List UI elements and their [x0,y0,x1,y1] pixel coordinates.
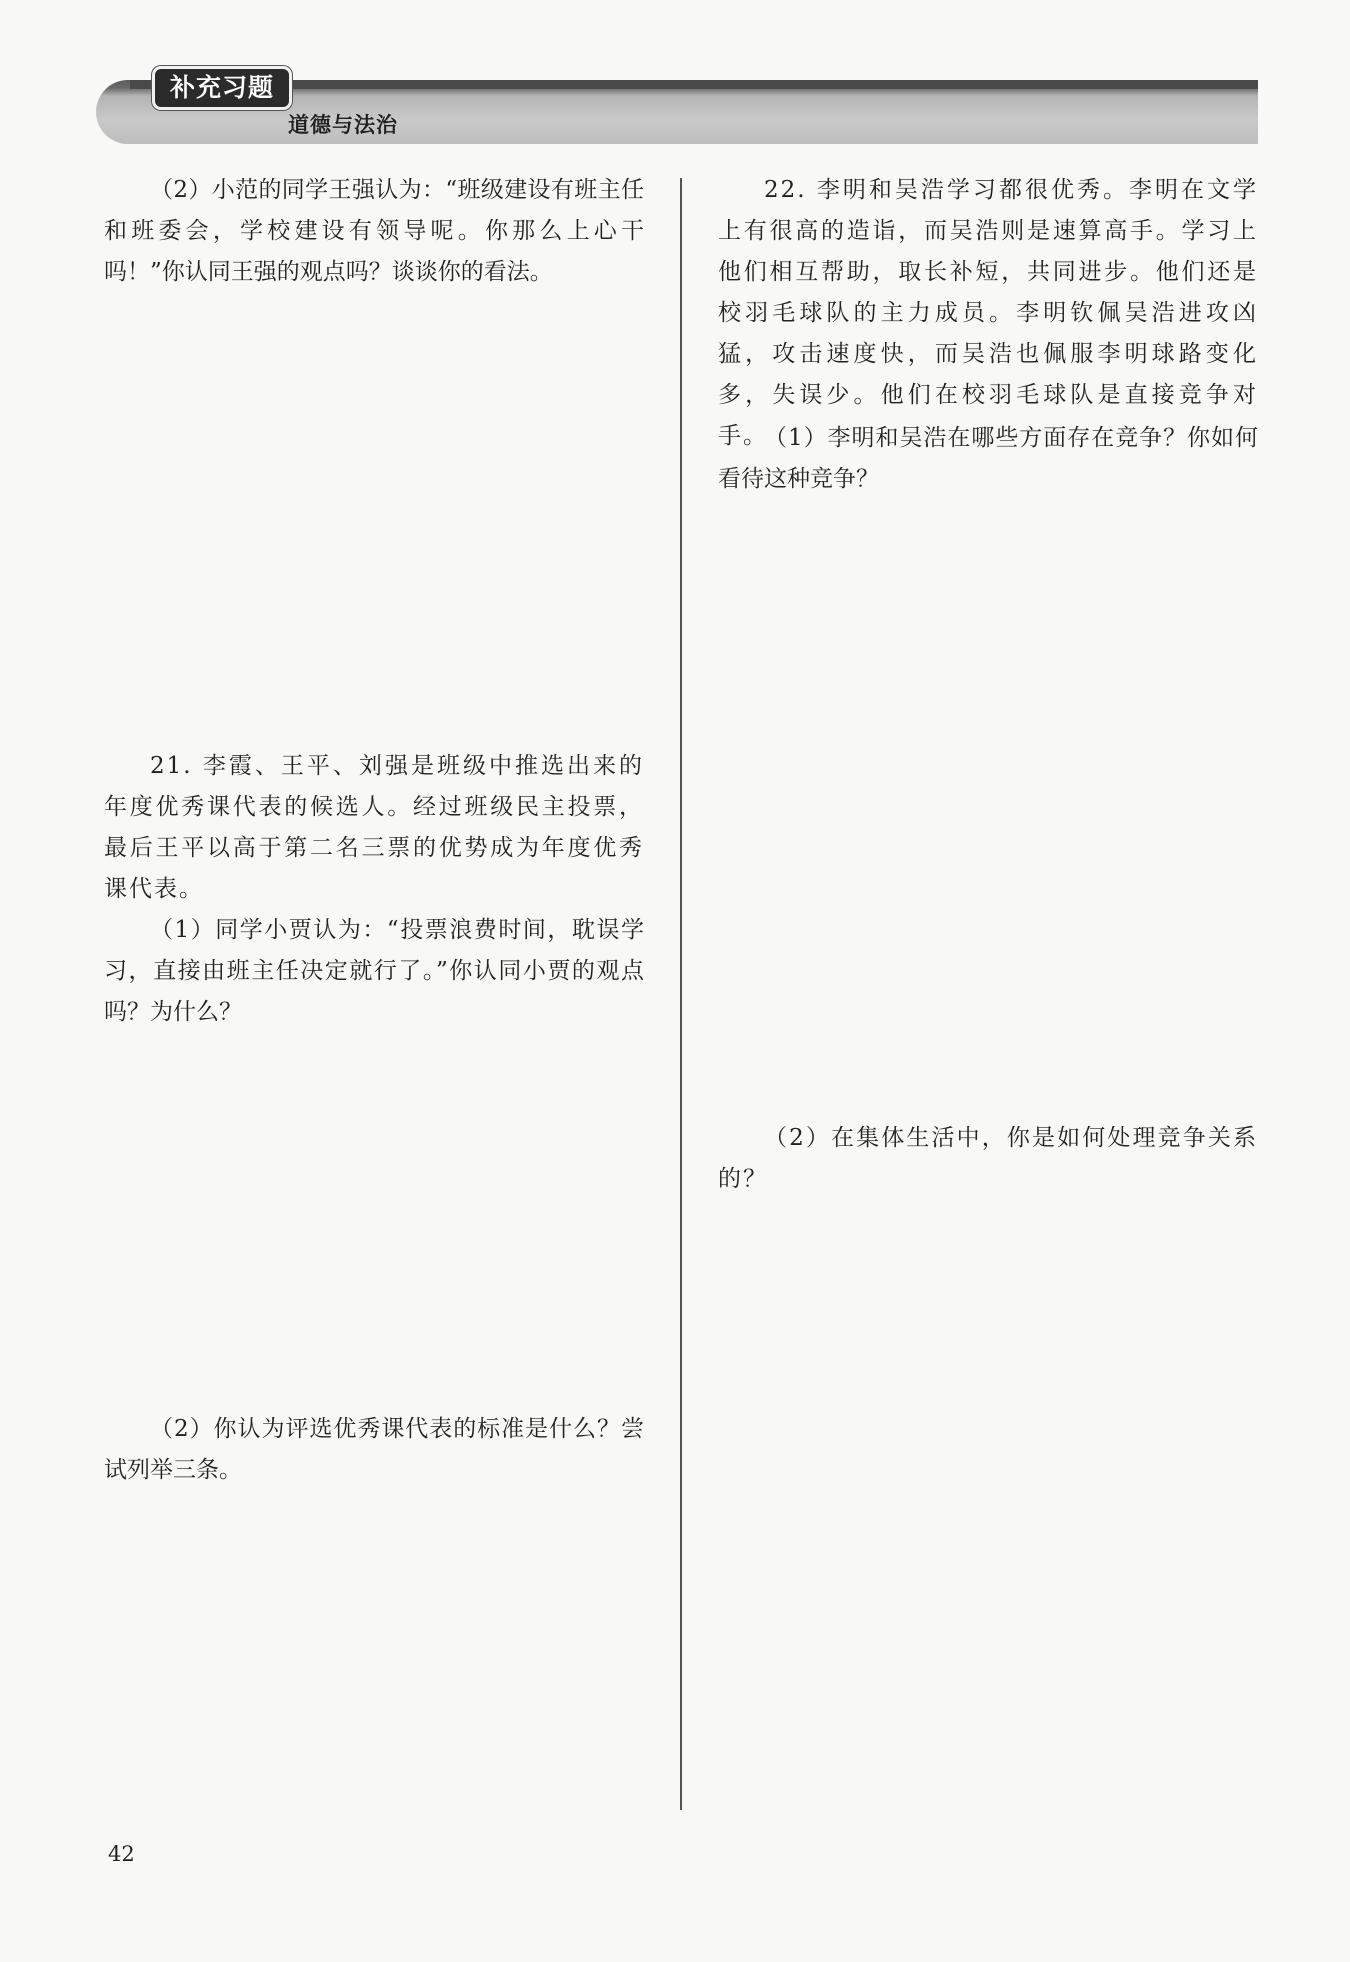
page-number: 42 [108,1842,135,1866]
question-22-stem: 22. 李明和吴浩学习都很优秀。李明在文学上有很高的造诣，而吴浩则是速算高手。学习上他们相互帮助，取长补短，共同进步。他们还是校羽毛球队的主力成员。李明钦佩吴浩进攻凶猛，攻击速度快，而吴浩也佩服李明球路变化多，失误少。他们在校羽毛球队是直接竞争对手。 [718,177,1258,449]
subject-title: 道德与法治 [288,113,398,137]
column-divider [680,178,682,1810]
header-top-stripe [130,80,1258,89]
question-21-part-1: （1）同学小贾认为：“投票浪费时间，耽误学习，直接由班主任决定就行了。”你认同小贾的观点吗？为什么？ [104,917,644,1025]
question-22-part-1: （1）李明和吴浩在哪些方面存在竞争？你如何看待这种竞争？ [718,425,1258,492]
question-21-part-2: （2）你认为评选优秀课代表的标准是什么？尝试列举三条。 [104,1416,644,1483]
section-tab-label: 补充习题 [152,66,292,110]
question-22-part-2: （2）在集体生活中，你是如何处理竞争关系的？ [718,1125,1258,1192]
question-21-stem: 21. 李霞、王平、刘强是班级中推选出来的年度优秀课代表的候选人。经过班级民主投票，最后王平以高于第二名三票的优势成为年度优秀课代表。 [104,753,644,902]
question-20-part-2: （2）小范的同学王强认为：“班级建设有班主任和班委会，学校建设有领导呢。你那么上心干吗！”你认同王强的观点吗？谈谈你的看法。 [104,177,644,285]
